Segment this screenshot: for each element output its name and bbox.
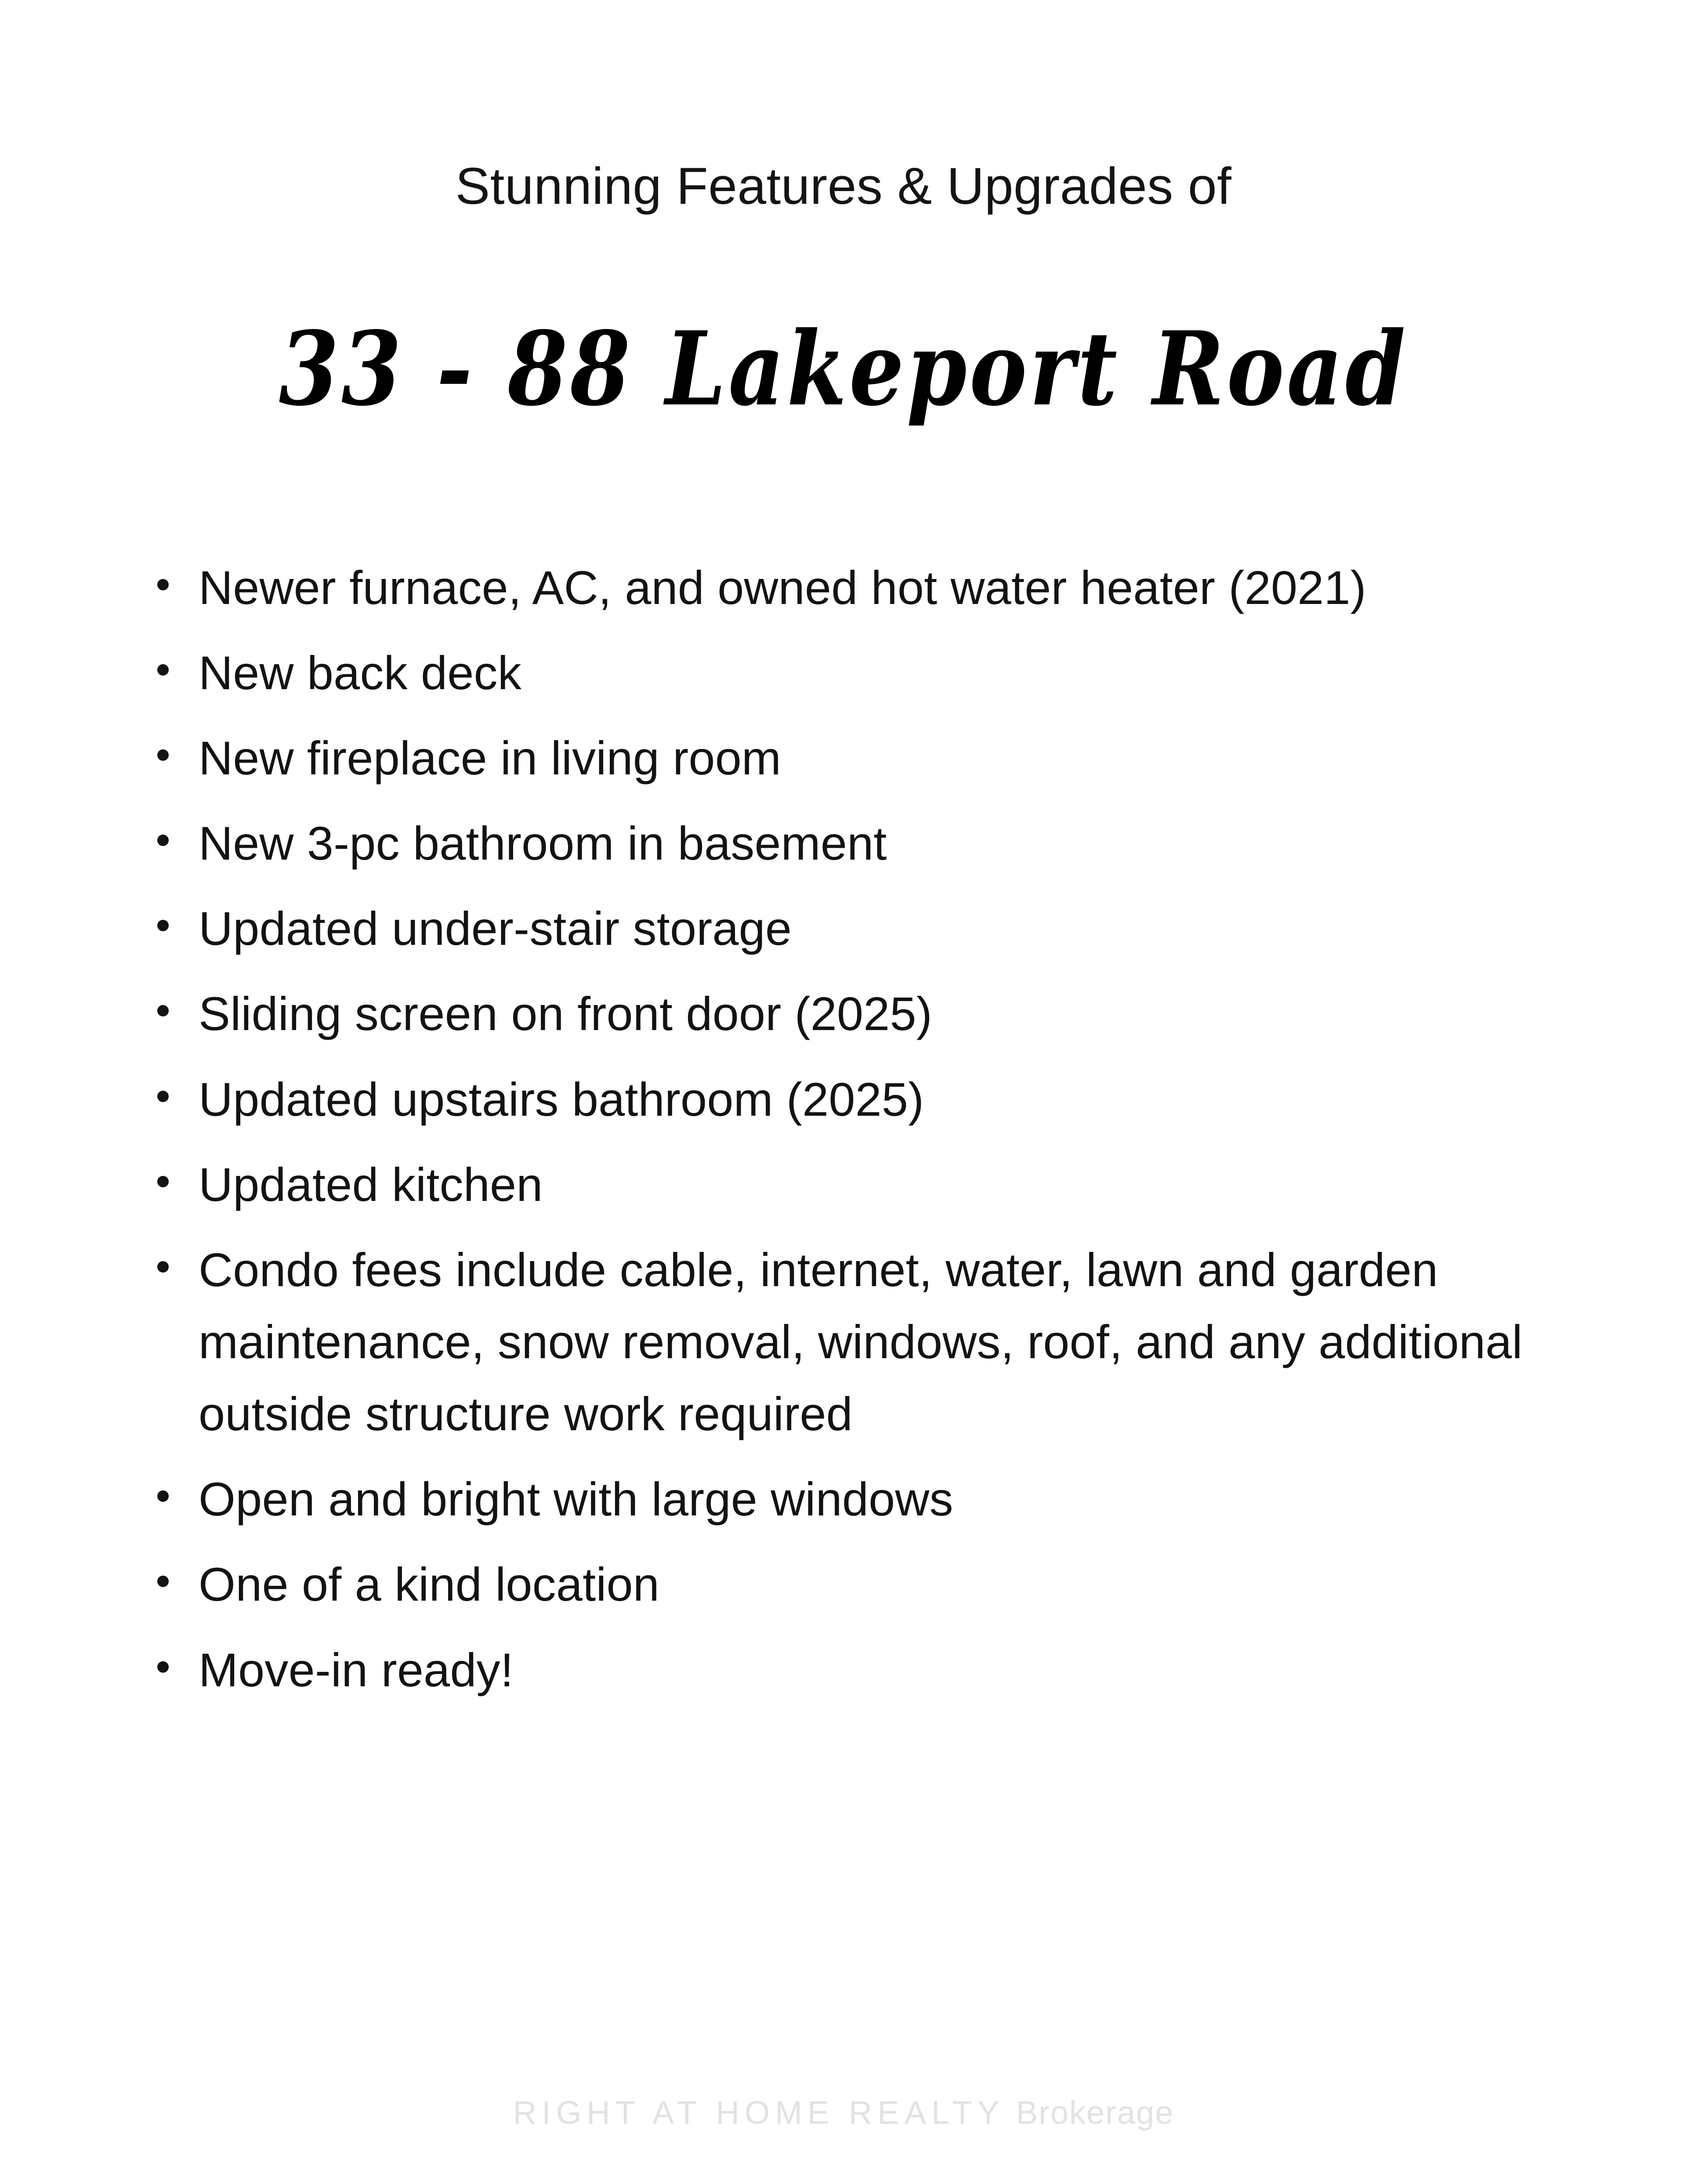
bullet-icon: [157, 920, 169, 931]
list-item: [145, 637, 1555, 709]
list-item-text: Open and bright with large windows: [199, 1472, 953, 1526]
bullet-icon: [157, 1576, 169, 1587]
list-item: [145, 1463, 1555, 1535]
list-item-text: New back deck: [199, 646, 521, 699]
list-item: [145, 722, 1555, 794]
list-item-text: Updated kitchen: [199, 1157, 543, 1211]
list-item: [145, 1548, 1555, 1620]
list-item: [145, 807, 1555, 879]
bullet-icon: [157, 835, 169, 846]
list-item: [145, 552, 1555, 624]
list-item-text: New fireplace in living room: [199, 731, 782, 785]
page-eyebrow: Stunning Features & Upgrades of: [455, 157, 1232, 215]
list-item-text: New 3-pc bathroom in basement: [199, 817, 887, 870]
list-item-text: One of a kind location: [199, 1558, 660, 1611]
list-item-text: Move-in ready!: [199, 1643, 514, 1696]
list-item: [145, 1634, 1555, 1706]
brokerage-name: RIGHT AT HOME REALTY: [513, 2094, 1005, 2131]
footer: [0, 2094, 1687, 2131]
list-item: [145, 978, 1555, 1050]
page-title: 33 - 88 Lakeport Road: [279, 309, 1408, 429]
bullet-icon: [157, 1490, 169, 1502]
list-item-text: Updated upstairs bathroom (2025): [199, 1072, 924, 1126]
list-item: [145, 1063, 1555, 1135]
bullet-icon: [157, 1176, 169, 1187]
brokerage-suffix: Brokerage: [1016, 2094, 1174, 2131]
heading-block: [0, 0, 1687, 429]
bullet-icon: [157, 1091, 169, 1102]
features-list: [0, 552, 1687, 1719]
list-item-text: Sliding screen on front door (2025): [199, 987, 932, 1041]
bullet-icon: [157, 579, 169, 590]
list-item: [145, 893, 1555, 965]
brokerage-watermark: [513, 2094, 1174, 2131]
list-item-text: Updated under-stair storage: [199, 902, 792, 955]
bullet-icon: [157, 1261, 169, 1273]
list-item: [145, 1234, 1555, 1450]
bullet-icon: [157, 664, 169, 676]
bullet-icon: [157, 749, 169, 761]
list-item-text: Condo fees include cable, internet, water, lawn and garden maintenance, snow removal, windows, roof, and any additional outside structure work required: [199, 1243, 1523, 1441]
list-item: [145, 1149, 1555, 1221]
bullet-icon: [157, 1005, 169, 1016]
list-item-text: Newer furnace, AC, and owned hot water heater (2021): [199, 560, 1366, 614]
bullet-icon: [157, 1661, 169, 1673]
